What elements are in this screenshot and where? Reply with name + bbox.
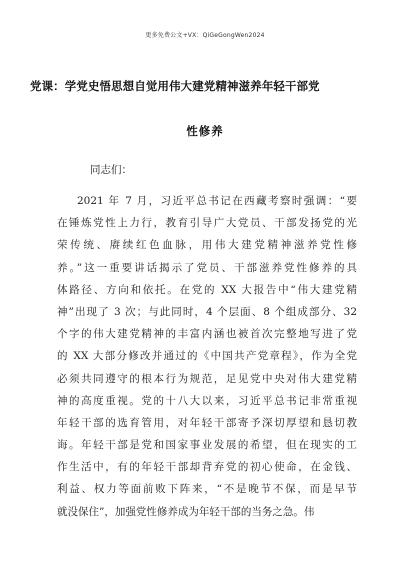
body-line: 2021 年 7 月，习近平总书记在西藏考察时强调：“要 <box>77 195 357 207</box>
body-line: 个字的伟大建党精神的丰富内涵也被首次完整地写进了党 <box>57 328 357 341</box>
body-line: 神”出现了 3 次；与此同时，4 个层面、8 个组成部分、32 <box>57 305 357 318</box>
body-line: 利益、权力等面前败下阵来，“不是晚节不保，而是早节 <box>57 483 357 496</box>
body-line: 就没保住”，加强党性修养成为年轻干部的当务之急。伟 <box>57 505 315 518</box>
body-line: 荣传统、赓续红色血脉，用伟大建党精神滋养党性修 <box>57 239 357 252</box>
body-line: 体路径、方向和依托。在党的 XX 大报告中“伟大建党精 <box>57 283 357 296</box>
body-line: 神的高度重视。党的十八大以来，习近平总书记非常重视 <box>57 394 357 407</box>
body-line: 的 XX 大部分修改并通过的《中国共产党章程》，作为全党 <box>57 350 357 363</box>
document-title-line-2: 性修养 <box>186 124 224 138</box>
document-title-line-1: 党课：学党史悟思想自觉用伟大建党精神滋养年轻干部党 <box>30 79 320 93</box>
body-line: 年轻干部的选育管用，对年轻干部寄予深切厚望和恳切教 <box>57 416 357 429</box>
body-text <box>57 190 357 523</box>
body-line: 作生活中，有的年轻干部却背弃党的初心使命，在金钱、 <box>57 461 357 474</box>
body-line: 必须共同遵守的根本行为规范，足见党中央对伟大建党精 <box>57 372 357 385</box>
body-line: 诲。年轻干部是党和国家事业发展的希望，但在现实的工 <box>57 439 357 452</box>
header-note: 更多免费公文+VX：QiGeGongWen2024 <box>145 32 265 39</box>
body-line: 在锤炼党性上力行，教育引导广大党员、干部发扬党的光 <box>57 217 357 230</box>
greeting: 同志们： <box>90 164 132 176</box>
body-line: 养。”这一重要讲话揭示了党员、干部滋养党性修养的具 <box>57 261 357 274</box>
